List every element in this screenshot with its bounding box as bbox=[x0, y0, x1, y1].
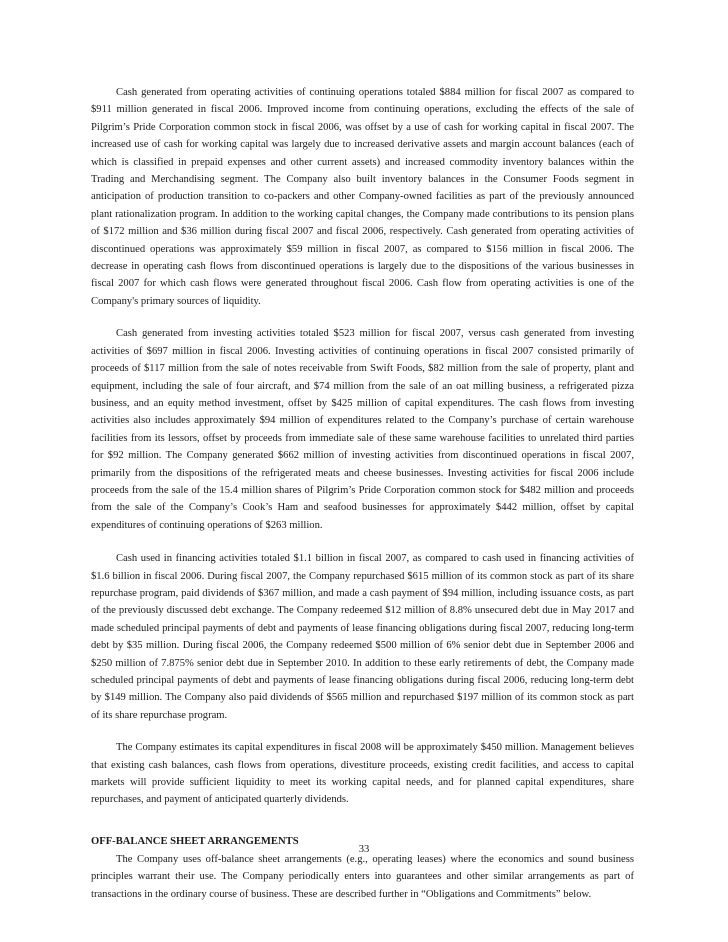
section-heading: OFF-BALANCE SHEET ARRANGEMENTS bbox=[91, 835, 299, 847]
document-body bbox=[91, 84, 634, 903]
paragraph-investing-activities: Cash generated from investing activities totaled $523 million for fiscal 2007, versus cash generated from investing activities of $697 million in fiscal 2006. Investing activities of continuing operations in fiscal 2007 consisted primarily of proceeds of $117 million from the sale of notes receivable from Swift Foods, $82 million from the sale of property, plant and equipment, including the sale of four aircraft, and $74 million from the sale of an oat milling business, a refrigerated pizza business, and an equity method investment, offset by $425 million of capital expenditures. The cash flows from investing activities also includes approximately $94 million of expenditures related to the Company’s purchase of certain warehouse facilities from its lessors, offset by proceeds from immediate sale of these same warehouse facilities to unrelated third parties for $92 million. The Company generated $662 million of investing activities from discontinued operations in fiscal 2007, primarily from the dispositions of the refrigerated meats and cheese businesses. Investing activities for fiscal 2006 include proceeds from the sale of the 15.4 million shares of Pilgrim’s Pride Corporation common stock for $482 million and proceeds from the sale of the Company’s Cook’s Ham and seafood businesses for approximately $442 million, offset by capital expenditures of continuing operations of $263 million. bbox=[91, 328, 634, 531]
page-number: 33 bbox=[358, 844, 370, 855]
paragraph-spacer bbox=[91, 724, 634, 739]
paragraph-financing-activities: Cash used in financing activities totaled $1.1 billion in fiscal 2007, as compared to cash used in financing activities of $1.6 billion in fiscal 2006. During fiscal 2007, the Company repurchased $615 million of its common stock as part of its share repurchase program, paid dividends of $367 million, and made a cash payment of $94 million, including issuance costs, as part of the previously discussed debt exchange. The Company redeemed $12 million of 8.8% unsecured debt due in May 2017 and made scheduled principal payments of debt and payments of lease financing obligations during fiscal 2007, reducing long-term debt by $35 million. During fiscal 2006, the Company redeemed $500 million of 6% senior debt due in September 2006 and $250 million of 7.875% senior debt due in September 2010. In addition to these early retirements of debt, the Company made scheduled principal payments of debt and payments of lease financing obligations during fiscal 2006, reducing long-term debt by $149 million. The Company also paid dividends of $565 million and repurchased $197 million of its common stock as part of its share repurchase program. bbox=[91, 553, 634, 721]
paragraph-spacer bbox=[91, 310, 634, 325]
paragraph-off-balance-sheet: The Company uses off-balance sheet arrangements (e.g., operating leases) where the economics and sound business principles warrant their use. The Company periodically enters into guarantees and other similar arrangements as part of transactions in the ordinary course of business. These are described further in “Obligations and Commitments” below. bbox=[91, 853, 634, 900]
paragraph-capital-expenditures: The Company estimates its capital expenditures in fiscal 2008 will be approximately $450 million. Management believes that existing cash balances, cash flows from operations, divestiture proceeds, existing credit facilities, and access to capital markets will provide sufficient liquidity to meet its working capital needs, and for planned capital expenditures, share repurchases, and payment of anticipated quarterly dividends. bbox=[91, 742, 634, 806]
section-spacer bbox=[91, 809, 634, 833]
paragraph-spacer bbox=[91, 534, 634, 550]
paragraph-operating-activities: Cash generated from operating activities of continuing operations totaled $884 million for fiscal 2007 as compared to $911 million generated in fiscal 2006. Improved income from continuing operations, excluding the effects of the sale of Pilgrim’s Pride Corporation common stock in fiscal 2006, was offset by a use of cash for working capital in fiscal 2007. The increased use of cash for working capital was largely due to increased derivative assets and margin account balances (each of which is classified in prepaid expenses and other current assets) and increased commodity inventory balances within the Trading and Merchandising segment. The Company also built inventory balances in the Consumer Foods segment in anticipation of production transition to co-packers and other Company-owned facilities as part of the previously announced plant rationalization program. In addition to the working capital changes, the Company made contributions to its pension plans of $172 million and $36 million during fiscal 2007 and fiscal 2006, respectively. Cash generated from operating activities of discontinued operations was approximately $59 million in fiscal 2007, as compared to $156 million in fiscal 2006. The decrease in operating cash flows from discontinued operations is largely due to the dispositions of the various businesses in fiscal 2007 for which cash flows were generated throughout fiscal 2006. Cash flow from operating activities is one of the Company's primary sources of liquidity. bbox=[91, 87, 634, 307]
